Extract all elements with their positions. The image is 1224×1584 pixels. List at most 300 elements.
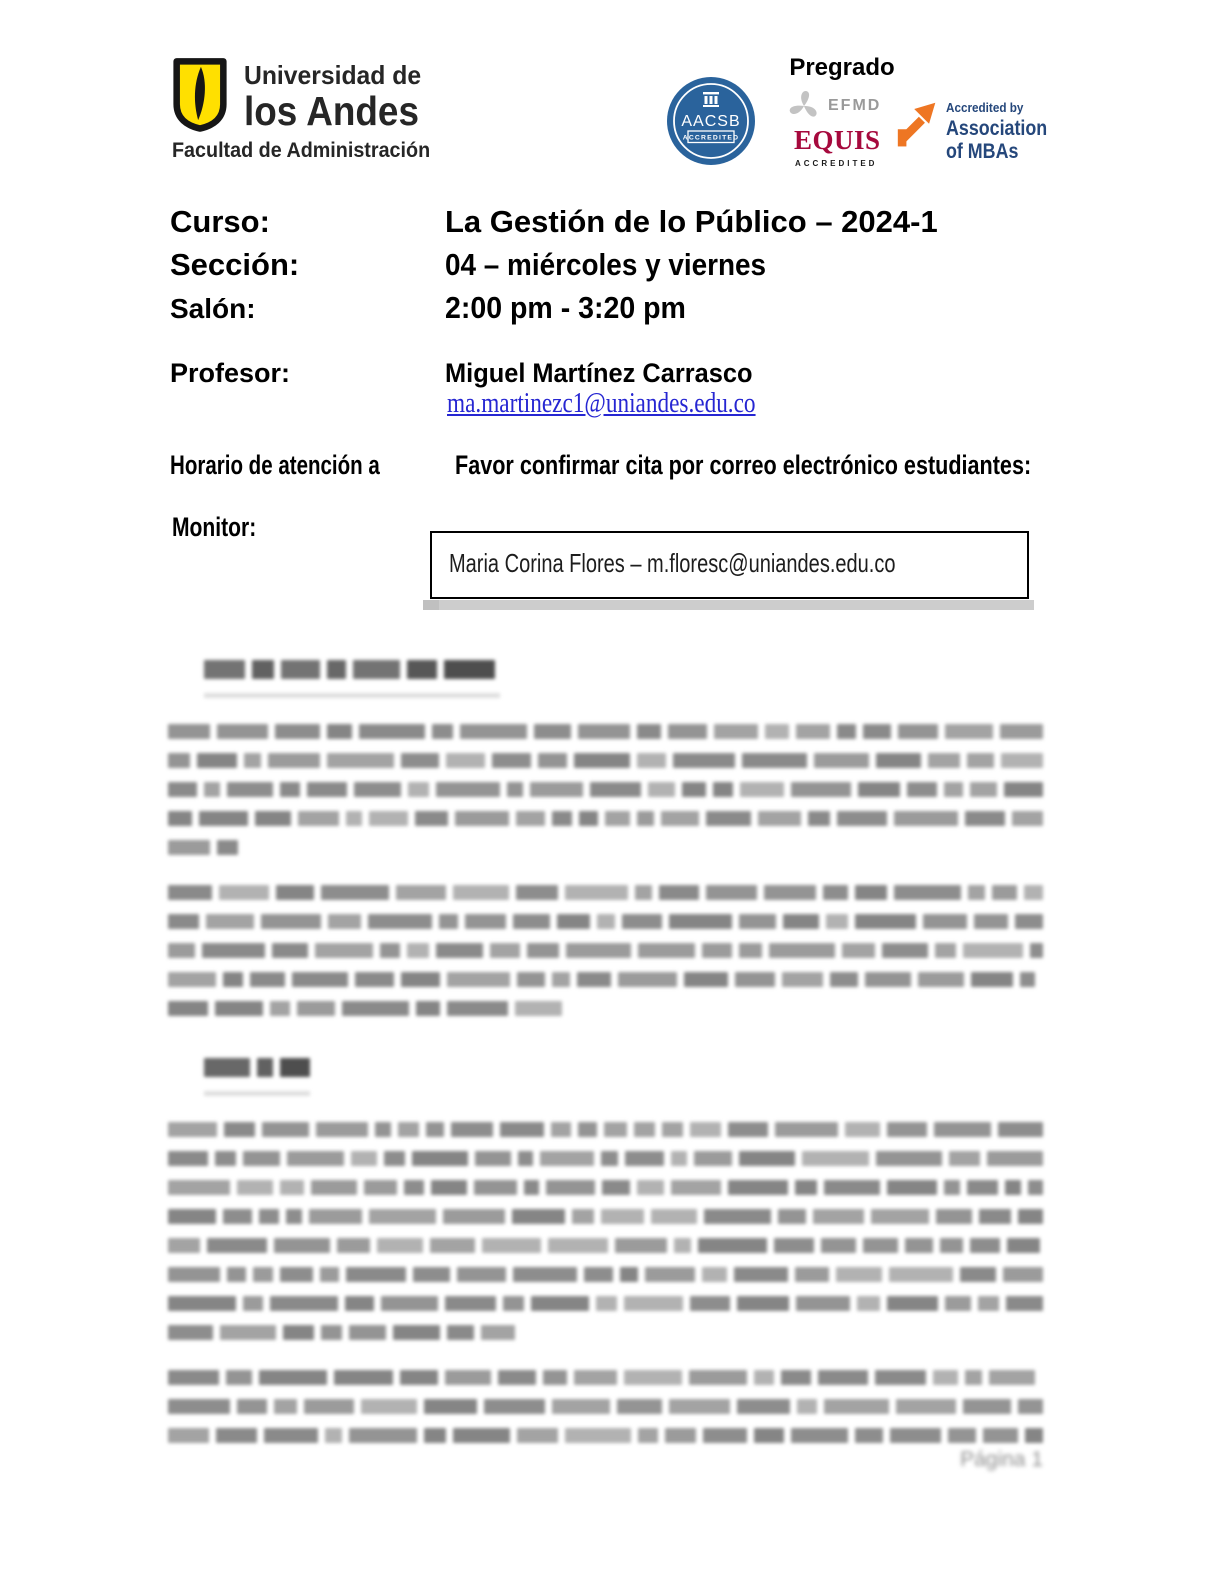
blurred-word bbox=[270, 1296, 338, 1311]
blurred-word bbox=[837, 724, 856, 739]
blurred-body-text bbox=[168, 660, 1043, 1443]
blurred-word bbox=[890, 1428, 942, 1443]
page-number: Página 1 bbox=[960, 1448, 1043, 1471]
blurred-text-line bbox=[168, 753, 1043, 768]
blurred-word bbox=[354, 782, 401, 797]
blurred-word bbox=[168, 1180, 230, 1195]
aacsb-accreditation-badge bbox=[666, 76, 756, 166]
blurred-word bbox=[855, 914, 916, 929]
blurred-word bbox=[515, 1001, 562, 1016]
blurred-word bbox=[280, 782, 300, 797]
blurred-word bbox=[671, 1151, 687, 1166]
blurred-word bbox=[637, 753, 667, 768]
blurred-word bbox=[548, 1238, 608, 1253]
blurred-word bbox=[948, 1428, 976, 1443]
blurred-word bbox=[220, 1325, 276, 1340]
blurred-word bbox=[215, 1001, 263, 1016]
blurred-word bbox=[818, 1370, 867, 1385]
blurred-word bbox=[983, 1428, 1018, 1443]
blurred-text-line bbox=[168, 1370, 1043, 1385]
blurred-word bbox=[617, 1399, 663, 1414]
blurred-word bbox=[992, 885, 1017, 900]
university-logo bbox=[172, 56, 447, 163]
blurred-word bbox=[694, 1151, 732, 1166]
blurred-word bbox=[791, 782, 852, 797]
blurred-word bbox=[565, 885, 628, 900]
professor-email-link[interactable]: ma.martinezc1@uniandes.edu.co bbox=[447, 388, 756, 419]
blurred-word bbox=[380, 943, 400, 958]
blurred-word bbox=[424, 1428, 446, 1443]
blurred-word bbox=[540, 1151, 594, 1166]
blurred-word bbox=[896, 1399, 955, 1414]
blurred-text-line bbox=[168, 1151, 1043, 1166]
blurred-word bbox=[945, 724, 993, 739]
amba-accreditation-badge bbox=[890, 98, 1065, 162]
amba-arrow-icon bbox=[890, 98, 940, 148]
blurred-word bbox=[368, 914, 431, 929]
blurred-word bbox=[445, 1370, 491, 1385]
blurred-word bbox=[275, 724, 320, 739]
blurred-word bbox=[665, 1428, 696, 1443]
blurred-word bbox=[538, 753, 567, 768]
blurred-word bbox=[796, 1296, 851, 1311]
blurred-word bbox=[197, 753, 236, 768]
blurred-word bbox=[443, 1209, 506, 1224]
blurred-word bbox=[979, 1209, 1011, 1224]
blurred-word bbox=[1020, 972, 1035, 987]
blurred-word bbox=[791, 1428, 847, 1443]
blurred-word bbox=[1018, 1399, 1043, 1414]
blurred-word bbox=[517, 1428, 557, 1443]
blurred-word bbox=[965, 811, 1005, 826]
blurred-word bbox=[337, 1238, 371, 1253]
blurred-word bbox=[1007, 1238, 1040, 1253]
blurred-word bbox=[345, 1296, 374, 1311]
blurred-word bbox=[168, 1122, 217, 1137]
blurred-word bbox=[224, 1122, 255, 1137]
blurred-word bbox=[416, 1001, 440, 1016]
amba-accredited-by-label: Accredited by bbox=[946, 100, 1024, 115]
blurred-word bbox=[661, 811, 700, 826]
blurred-word bbox=[447, 972, 510, 987]
blurred-text-line bbox=[204, 1058, 310, 1077]
svg-text:AACSB: AACSB bbox=[681, 113, 741, 130]
blurred-word bbox=[714, 724, 759, 739]
logo-faculty: Facultad de Administración bbox=[172, 139, 431, 162]
blurred-word bbox=[625, 1151, 664, 1166]
blurred-word bbox=[351, 1151, 377, 1166]
blurred-text-line bbox=[168, 914, 1043, 929]
blurred-word bbox=[512, 1209, 565, 1224]
blurred-word bbox=[974, 914, 1008, 929]
svg-text:ACCREDITED: ACCREDITED bbox=[682, 134, 740, 142]
blurred-word bbox=[215, 1151, 236, 1166]
blurred-word bbox=[774, 1238, 814, 1253]
blurred-word bbox=[482, 1238, 541, 1253]
blurred-word bbox=[546, 1180, 595, 1195]
blurred-word bbox=[223, 972, 243, 987]
blurred-word bbox=[565, 1428, 631, 1443]
blurred-word bbox=[369, 1209, 435, 1224]
blurred-word bbox=[513, 1267, 577, 1282]
blurred-word bbox=[1000, 724, 1043, 739]
blurred-word bbox=[280, 1267, 313, 1282]
blurred-word bbox=[393, 1325, 440, 1340]
blurred-word bbox=[475, 1151, 511, 1166]
blurred-word bbox=[1028, 1180, 1043, 1195]
blurred-word bbox=[858, 782, 900, 797]
blurred-word bbox=[445, 1296, 496, 1311]
blurred-word bbox=[875, 1370, 927, 1385]
blurred-word bbox=[202, 943, 265, 958]
blurred-word bbox=[431, 1180, 467, 1195]
efmd-pinwheel-icon bbox=[784, 88, 824, 124]
room-row bbox=[170, 290, 707, 326]
blurred-word bbox=[243, 1296, 263, 1311]
blurred-word bbox=[204, 660, 245, 679]
blurred-word bbox=[934, 1122, 991, 1137]
blurred-word bbox=[436, 943, 483, 958]
blurred-word bbox=[615, 1238, 667, 1253]
blurred-word bbox=[905, 1238, 933, 1253]
blurred-word bbox=[252, 660, 273, 679]
blurred-word bbox=[638, 943, 696, 958]
blurred-word bbox=[481, 1325, 515, 1340]
blurred-word bbox=[257, 1058, 273, 1077]
blurred-word bbox=[381, 1296, 438, 1311]
blurred-word bbox=[413, 1267, 450, 1282]
blurred-word bbox=[682, 782, 706, 797]
blurred-word bbox=[307, 782, 347, 797]
blurred-word bbox=[168, 1428, 209, 1443]
blurred-word bbox=[426, 1122, 444, 1137]
blurred-word bbox=[584, 1267, 612, 1282]
blurred-word bbox=[281, 660, 320, 679]
blurred-text-line bbox=[168, 1122, 1043, 1137]
blurred-word bbox=[855, 885, 887, 900]
blurred-word bbox=[590, 782, 641, 797]
blurred-word bbox=[315, 943, 373, 958]
blurred-text-line bbox=[168, 972, 1043, 987]
blurred-word bbox=[989, 1370, 1035, 1385]
blurred-word bbox=[327, 724, 352, 739]
blurred-word bbox=[311, 1180, 357, 1195]
blurred-word bbox=[283, 1325, 314, 1340]
blurred-word bbox=[706, 885, 757, 900]
equis-accreditation-badge bbox=[784, 88, 894, 168]
blurred-word bbox=[320, 1267, 339, 1282]
blurred-word bbox=[349, 1428, 417, 1443]
blurred-word bbox=[728, 1180, 788, 1195]
blurred-word bbox=[764, 885, 816, 900]
blurred-word bbox=[407, 943, 429, 958]
blurred-word bbox=[492, 753, 531, 768]
blurred-word bbox=[826, 914, 848, 929]
blurred-word bbox=[415, 811, 448, 826]
blurred-word bbox=[889, 1267, 953, 1282]
blurred-word bbox=[513, 914, 550, 929]
blurred-word bbox=[516, 811, 545, 826]
blurred-word bbox=[321, 885, 389, 900]
blurred-word bbox=[704, 1209, 771, 1224]
section-value: 04 – miércoles y viernes bbox=[445, 247, 767, 282]
blurred-word bbox=[244, 753, 262, 768]
blurred-word bbox=[690, 1296, 730, 1311]
blurred-word bbox=[168, 972, 216, 987]
blurred-word bbox=[837, 811, 888, 826]
blurred-word bbox=[444, 660, 495, 679]
blurred-word bbox=[967, 753, 994, 768]
blurred-word bbox=[970, 782, 997, 797]
blurred-word bbox=[754, 1370, 774, 1385]
blurred-word bbox=[907, 782, 937, 797]
blurred-word bbox=[325, 1428, 342, 1443]
blurred-word bbox=[551, 1122, 571, 1137]
blurred-word bbox=[863, 1238, 897, 1253]
blurred-word bbox=[219, 885, 268, 900]
blurred-word bbox=[168, 1325, 213, 1340]
blurred-word bbox=[965, 1370, 981, 1385]
blurred-word bbox=[795, 1267, 829, 1282]
blurred-word bbox=[530, 782, 583, 797]
blurred-word bbox=[516, 885, 558, 900]
blurred-word bbox=[334, 1370, 394, 1385]
blurred-word bbox=[292, 972, 348, 987]
blurred-word bbox=[455, 811, 509, 826]
blurred-word bbox=[739, 943, 761, 958]
blurred-word bbox=[168, 885, 212, 900]
blurred-word bbox=[531, 1296, 589, 1311]
blurred-word bbox=[168, 914, 199, 929]
logo-line2: los Andes bbox=[244, 88, 419, 134]
blurred-word bbox=[935, 943, 957, 958]
room-value: 2:00 pm - 3:20 pm bbox=[445, 290, 686, 325]
blurred-word bbox=[227, 782, 274, 797]
blurred-word bbox=[460, 724, 527, 739]
blurred-text-line bbox=[168, 782, 1043, 797]
blurred-word bbox=[863, 724, 891, 739]
blurred-word bbox=[830, 972, 858, 987]
blurred-word bbox=[424, 1399, 476, 1414]
blurred-word bbox=[739, 1151, 795, 1166]
blurred-word bbox=[1001, 753, 1043, 768]
blurred-text-line bbox=[168, 724, 1043, 739]
blurred-word bbox=[970, 1238, 1000, 1253]
blurred-word bbox=[963, 1399, 1012, 1414]
blurred-word bbox=[1015, 914, 1043, 929]
blurred-word bbox=[518, 1151, 533, 1166]
blurred-word bbox=[754, 1428, 784, 1443]
blurred-word bbox=[968, 885, 985, 900]
blurred-word bbox=[168, 1151, 208, 1166]
blurred-text-line bbox=[168, 1325, 518, 1340]
blurred-word bbox=[439, 914, 459, 929]
blurred-paragraph bbox=[168, 724, 1043, 855]
blurred-word bbox=[446, 753, 485, 768]
blurred-word bbox=[1012, 811, 1043, 826]
blurred-word bbox=[782, 972, 823, 987]
blurred-word bbox=[706, 811, 750, 826]
blurred-word bbox=[168, 782, 197, 797]
blurred-word bbox=[168, 753, 190, 768]
blurred-word bbox=[199, 811, 248, 826]
blurred-word bbox=[552, 972, 570, 987]
blurred-word bbox=[824, 1399, 889, 1414]
blurred-word bbox=[758, 811, 802, 826]
blurred-word bbox=[498, 1370, 536, 1385]
professor-row bbox=[170, 358, 772, 389]
blurred-word bbox=[637, 1180, 665, 1195]
blurred-word bbox=[407, 660, 437, 679]
blurred-word bbox=[775, 1122, 838, 1137]
blurred-word bbox=[887, 1122, 927, 1137]
blurred-word bbox=[876, 1151, 941, 1166]
blurred-text-line bbox=[168, 885, 1043, 900]
blurred-heading-underline bbox=[204, 1091, 310, 1096]
blurred-word bbox=[447, 1325, 474, 1340]
blurred-word bbox=[168, 1001, 208, 1016]
blurred-word bbox=[940, 1238, 963, 1253]
blurred-word bbox=[702, 1267, 727, 1282]
blurred-word bbox=[842, 943, 875, 958]
blurred-word bbox=[206, 914, 253, 929]
blurred-word bbox=[597, 914, 615, 929]
blurred-word bbox=[797, 1399, 817, 1414]
blurred-word bbox=[960, 1267, 996, 1282]
blurred-word bbox=[359, 724, 425, 739]
blurred-word bbox=[361, 1399, 418, 1414]
blurred-word bbox=[574, 753, 629, 768]
blurred-word bbox=[355, 972, 394, 987]
blurred-word bbox=[261, 914, 321, 929]
blurred-word bbox=[321, 1325, 342, 1340]
blurred-word bbox=[272, 943, 308, 958]
blurred-word bbox=[398, 1122, 420, 1137]
blurred-word bbox=[933, 1370, 958, 1385]
blurred-word bbox=[430, 1238, 475, 1253]
blurred-word bbox=[739, 914, 776, 929]
blurred-word bbox=[765, 724, 788, 739]
blurred-word bbox=[255, 811, 292, 826]
blurred-word bbox=[669, 1399, 729, 1414]
blurred-word bbox=[490, 943, 520, 958]
blurred-word bbox=[274, 1238, 330, 1253]
blurred-word bbox=[918, 972, 965, 987]
blurred-word bbox=[637, 724, 661, 739]
blurred-word bbox=[517, 972, 545, 987]
blurred-word bbox=[662, 1122, 683, 1137]
blurred-word bbox=[865, 972, 911, 987]
blurred-word bbox=[898, 724, 938, 739]
monitor-value: Maria Corina Flores – m.floresc@uniandes.edu.co bbox=[449, 548, 896, 578]
office-hours-row bbox=[170, 450, 1175, 481]
blurred-word bbox=[728, 1122, 768, 1137]
blurred-word bbox=[814, 753, 869, 768]
blurred-word bbox=[168, 1209, 216, 1224]
blurred-word bbox=[396, 885, 446, 900]
blurred-word bbox=[204, 1058, 250, 1077]
blurred-word bbox=[465, 914, 506, 929]
blurred-word bbox=[808, 811, 829, 826]
blurred-word bbox=[645, 1267, 694, 1282]
blurred-word bbox=[928, 753, 960, 768]
blurred-word bbox=[967, 1180, 998, 1195]
blurred-word bbox=[436, 782, 499, 797]
blurred-word bbox=[602, 1180, 630, 1195]
blurred-word bbox=[226, 1370, 253, 1385]
blurred-word bbox=[401, 972, 440, 987]
blurred-word bbox=[659, 885, 699, 900]
blurred-word bbox=[237, 1180, 273, 1195]
blurred-word bbox=[377, 1238, 422, 1253]
blurred-word bbox=[404, 1180, 424, 1195]
blurred-word bbox=[887, 1296, 938, 1311]
blurred-section-heading bbox=[168, 660, 1043, 698]
blurred-word bbox=[845, 1122, 879, 1137]
blurred-text-line bbox=[168, 840, 238, 855]
section-label: Sección: bbox=[170, 247, 300, 282]
blurred-word bbox=[168, 943, 195, 958]
blurred-word bbox=[168, 1267, 220, 1282]
blurred-word bbox=[944, 1180, 960, 1195]
blurred-word bbox=[168, 811, 192, 826]
efmd-brand-label: EFMD bbox=[828, 97, 882, 114]
blurred-word bbox=[802, 1151, 869, 1166]
blurred-word bbox=[936, 1209, 972, 1224]
blurred-word bbox=[342, 1001, 409, 1016]
blurred-word bbox=[674, 1238, 691, 1253]
blurred-word bbox=[648, 782, 675, 797]
blurred-word bbox=[684, 972, 728, 987]
blurred-word bbox=[309, 1209, 362, 1224]
blurred-word bbox=[871, 1209, 929, 1224]
blurred-word bbox=[778, 1209, 805, 1224]
blurred-word bbox=[703, 1428, 747, 1443]
blurred-word bbox=[971, 972, 1013, 987]
blurred-word bbox=[578, 724, 629, 739]
blurred-word bbox=[635, 885, 653, 900]
blurred-word bbox=[353, 660, 400, 679]
blurred-word bbox=[280, 1180, 304, 1195]
blurred-word bbox=[1003, 1267, 1043, 1282]
course-value: La Gestión de lo Público – 2024-1 bbox=[445, 204, 938, 239]
blurred-word bbox=[735, 972, 775, 987]
blurred-word bbox=[328, 914, 362, 929]
blurred-word bbox=[168, 1399, 230, 1414]
blurred-word bbox=[168, 1296, 236, 1311]
blurred-word bbox=[622, 914, 662, 929]
blurred-word bbox=[963, 943, 1023, 958]
blurred-word bbox=[384, 1151, 405, 1166]
blurred-word bbox=[447, 1001, 507, 1016]
blurred-word bbox=[168, 1238, 200, 1253]
blurred-word bbox=[702, 943, 732, 958]
blurred-word bbox=[978, 1296, 999, 1311]
blurred-word bbox=[857, 1296, 879, 1311]
blurred-word bbox=[669, 914, 733, 929]
blurred-word bbox=[346, 1267, 406, 1282]
blurred-word bbox=[270, 1001, 290, 1016]
blurred-text-line bbox=[168, 1180, 1043, 1195]
blurred-word bbox=[823, 885, 849, 900]
amba-association-label: Association bbox=[946, 117, 1048, 140]
blurred-text-line bbox=[168, 1399, 1043, 1414]
blurred-word bbox=[453, 1428, 511, 1443]
blurred-word bbox=[876, 753, 921, 768]
program-label: Pregrado bbox=[789, 54, 895, 81]
blurred-word bbox=[286, 1209, 303, 1224]
blurred-word bbox=[298, 811, 339, 826]
